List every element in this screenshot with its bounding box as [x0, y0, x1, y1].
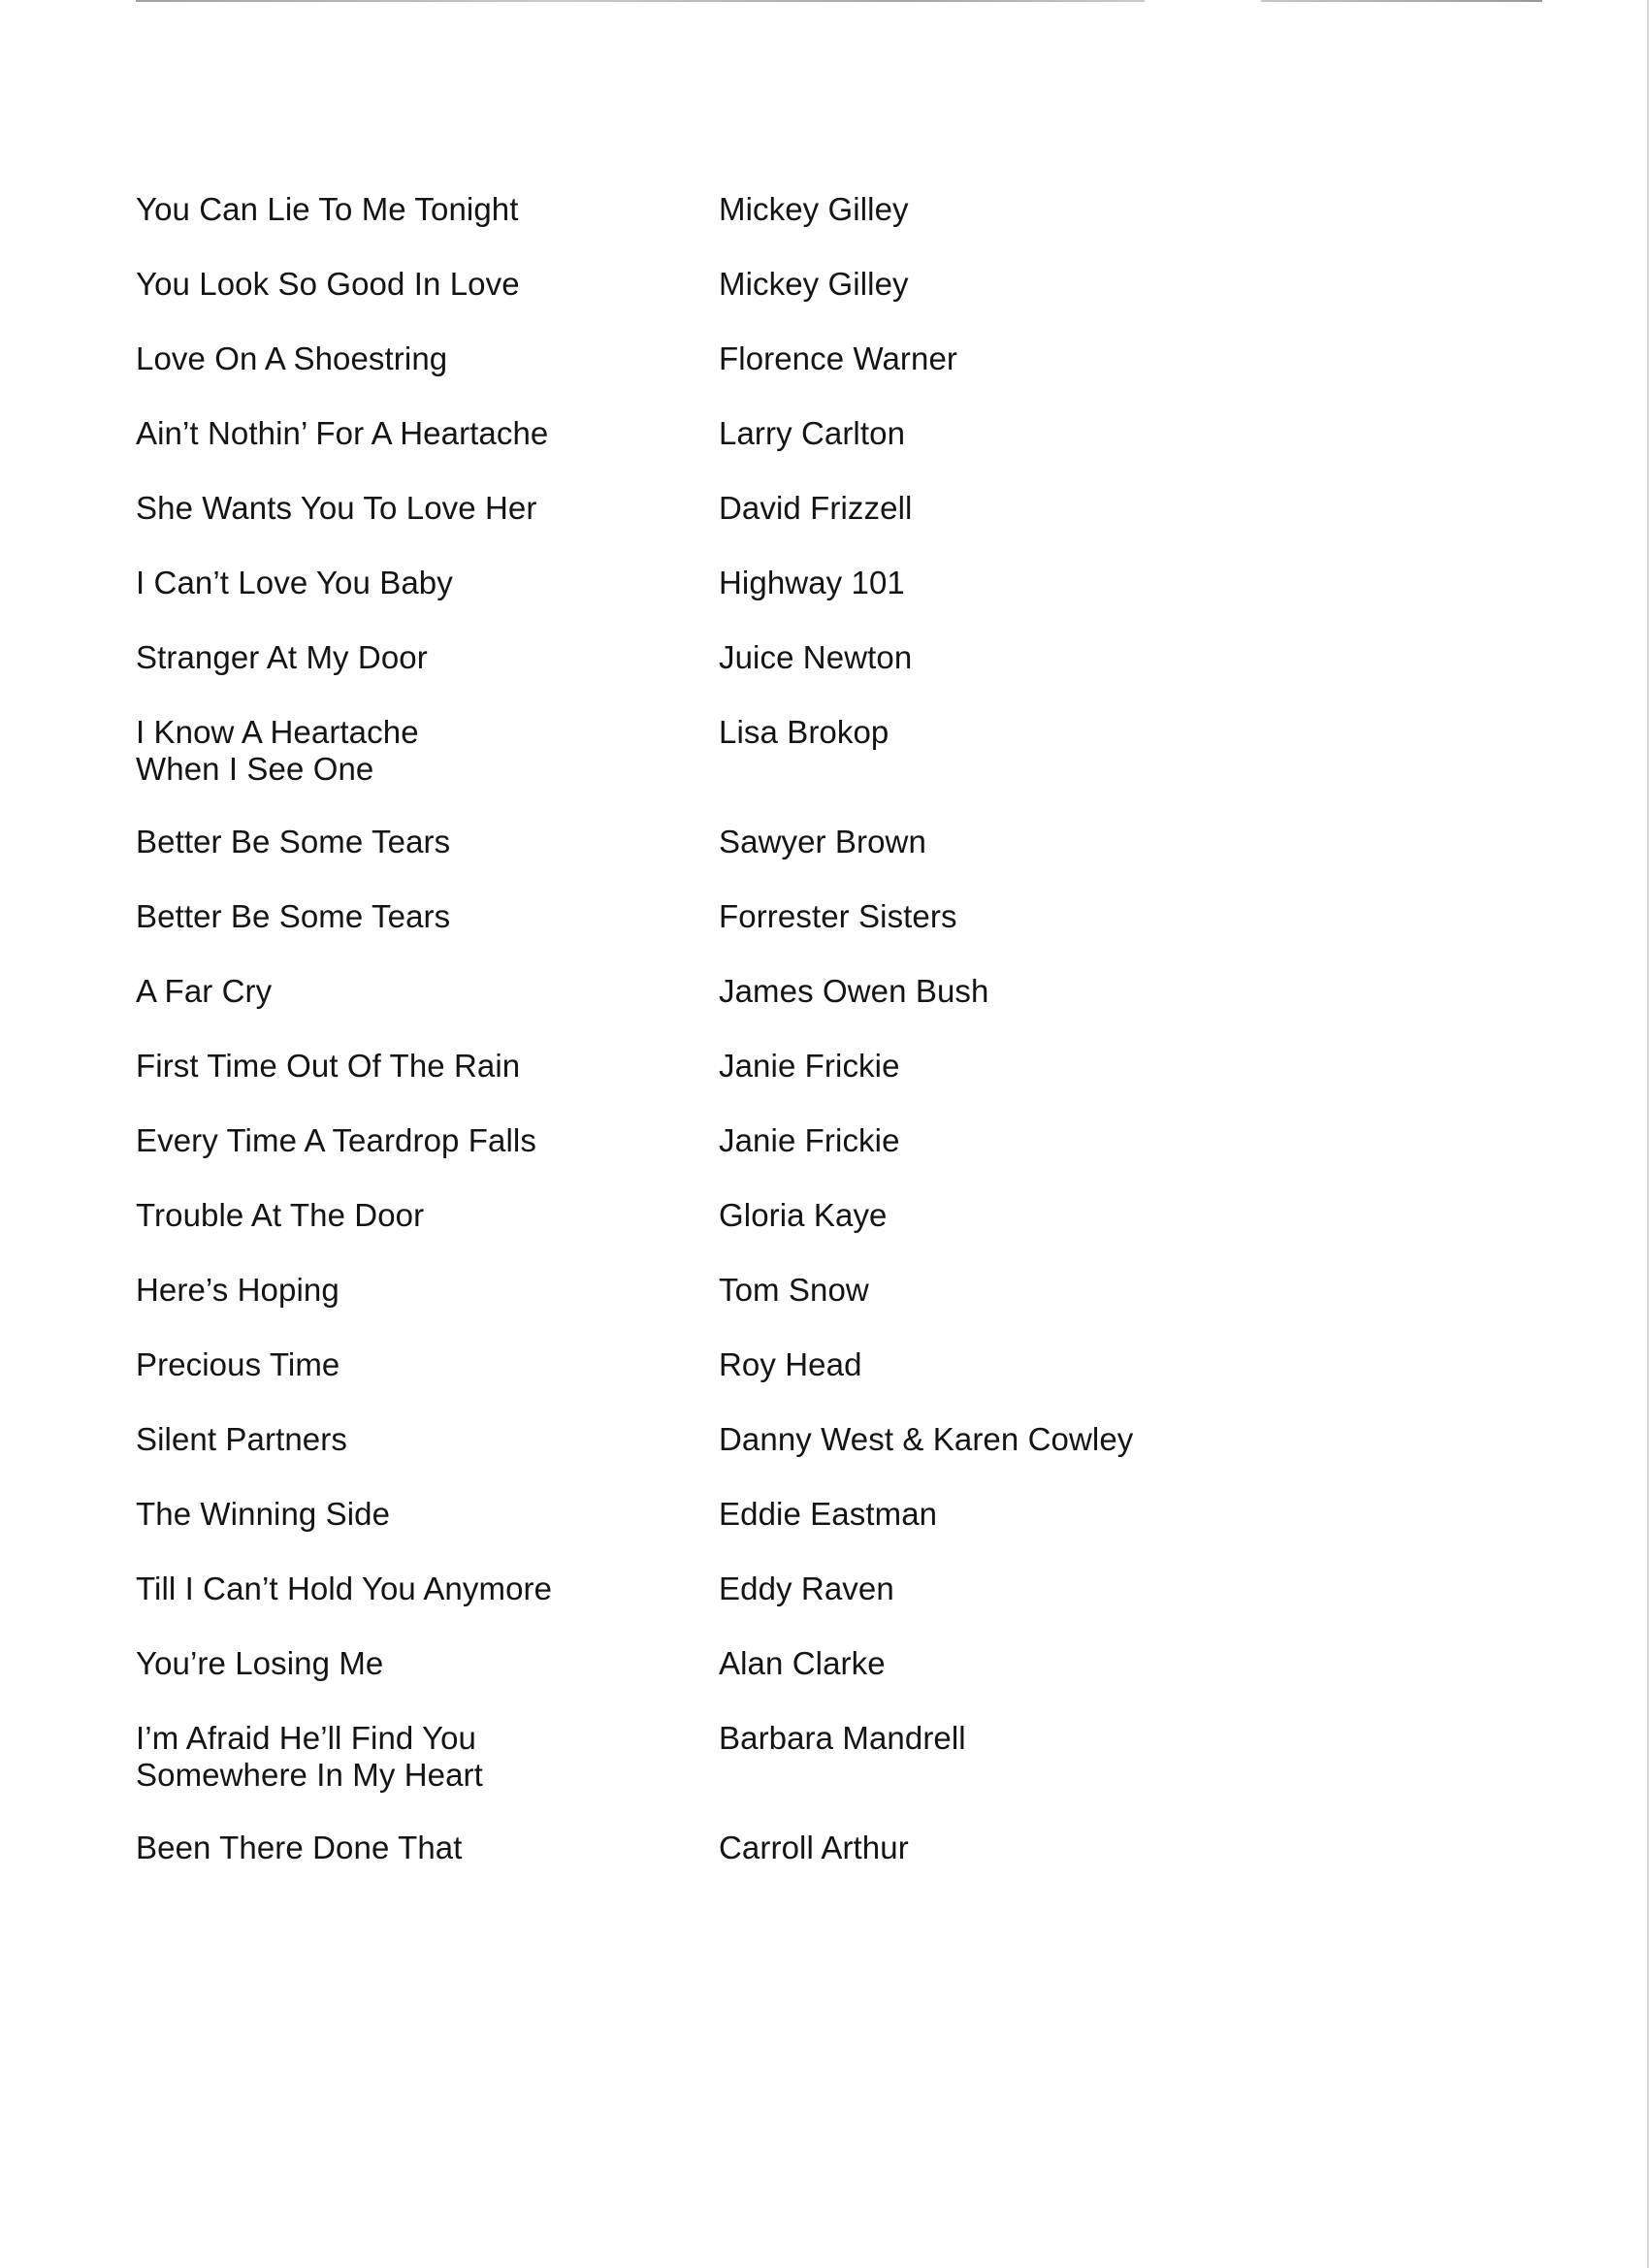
song-row — [136, 1272, 1494, 1346]
song-row — [136, 1346, 1494, 1421]
song-artist: Janie Frickie — [719, 1048, 900, 1084]
song-title: First Time Out Of The Rain — [136, 1048, 521, 1084]
song-artist: Eddy Raven — [719, 1571, 894, 1606]
song-title: I Know A Heartache When I See One — [136, 714, 419, 787]
song-row — [136, 1571, 1494, 1645]
song-artist: Florence Warner — [719, 340, 958, 376]
song-row — [136, 1197, 1494, 1272]
song-row — [136, 340, 1494, 415]
song-artist: Tom Snow — [719, 1272, 869, 1308]
song-title: Been There Done That — [136, 1830, 463, 1865]
song-title: Ain’t Nothin’ For A Heartache — [136, 415, 549, 451]
song-row — [136, 1830, 1494, 1904]
song-artist: Highway 101 — [719, 565, 905, 600]
song-row — [136, 565, 1494, 639]
song-title: Here’s Hoping — [136, 1272, 340, 1308]
song-artist: James Owen Bush — [719, 973, 989, 1009]
song-artist: Sawyer Brown — [719, 824, 926, 859]
song-title: Love On A Shoestring — [136, 340, 448, 376]
song-row — [136, 266, 1494, 340]
song-title: I’m Afraid He’ll Find You Somewhere In My Heart — [136, 1720, 483, 1793]
song-row — [136, 714, 1494, 824]
song-row — [136, 1122, 1494, 1197]
song-artist: Alan Clarke — [719, 1645, 886, 1681]
song-title: The Winning Side — [136, 1496, 391, 1532]
song-artist: Larry Carlton — [719, 415, 906, 451]
song-title: She Wants You To Love Her — [136, 490, 537, 526]
song-title: A Far Cry — [136, 973, 273, 1009]
song-list — [136, 191, 1494, 1904]
song-title: I Can’t Love You Baby — [136, 565, 453, 600]
song-artist: Danny West & Karen Cowley — [719, 1421, 1134, 1457]
song-title: Silent Partners — [136, 1421, 347, 1457]
song-title: Trouble At The Door — [136, 1197, 425, 1233]
song-row — [136, 1048, 1494, 1122]
top-rule-gap — [1145, 0, 1261, 3]
song-artist: Mickey Gilley — [719, 191, 909, 227]
song-title: Every Time A Teardrop Falls — [136, 1122, 536, 1158]
song-artist: Gloria Kaye — [719, 1197, 888, 1233]
song-row — [136, 639, 1494, 714]
song-title: You Look So Good In Love — [136, 266, 520, 302]
song-artist: Juice Newton — [719, 639, 913, 675]
song-title: Better Be Some Tears — [136, 898, 451, 934]
song-row — [136, 490, 1494, 565]
song-row — [136, 973, 1494, 1048]
song-row — [136, 1496, 1494, 1571]
song-title: Better Be Some Tears — [136, 824, 451, 859]
song-row — [136, 191, 1494, 266]
song-artist: Barbara Mandrell — [719, 1720, 966, 1756]
song-row — [136, 824, 1494, 898]
song-artist: Carroll Arthur — [719, 1830, 909, 1865]
song-artist: Mickey Gilley — [719, 266, 909, 302]
song-title: Precious Time — [136, 1346, 340, 1382]
song-artist: David Frizzell — [719, 490, 913, 526]
song-artist: Roy Head — [719, 1346, 862, 1382]
song-row — [136, 415, 1494, 490]
song-title: You’re Losing Me — [136, 1645, 384, 1681]
song-artist: Eddie Eastman — [719, 1496, 938, 1532]
song-row — [136, 1720, 1494, 1830]
song-title: Stranger At My Door — [136, 639, 428, 675]
song-artist: Lisa Brokop — [719, 714, 889, 750]
song-row — [136, 898, 1494, 973]
song-artist: Forrester Sisters — [719, 898, 957, 934]
song-artist: Janie Frickie — [719, 1122, 900, 1158]
song-row — [136, 1645, 1494, 1720]
song-title: You Can Lie To Me Tonight — [136, 191, 519, 227]
song-title: Till I Can’t Hold You Anymore — [136, 1571, 553, 1606]
top-rule — [136, 0, 1542, 2]
song-row — [136, 1421, 1494, 1496]
